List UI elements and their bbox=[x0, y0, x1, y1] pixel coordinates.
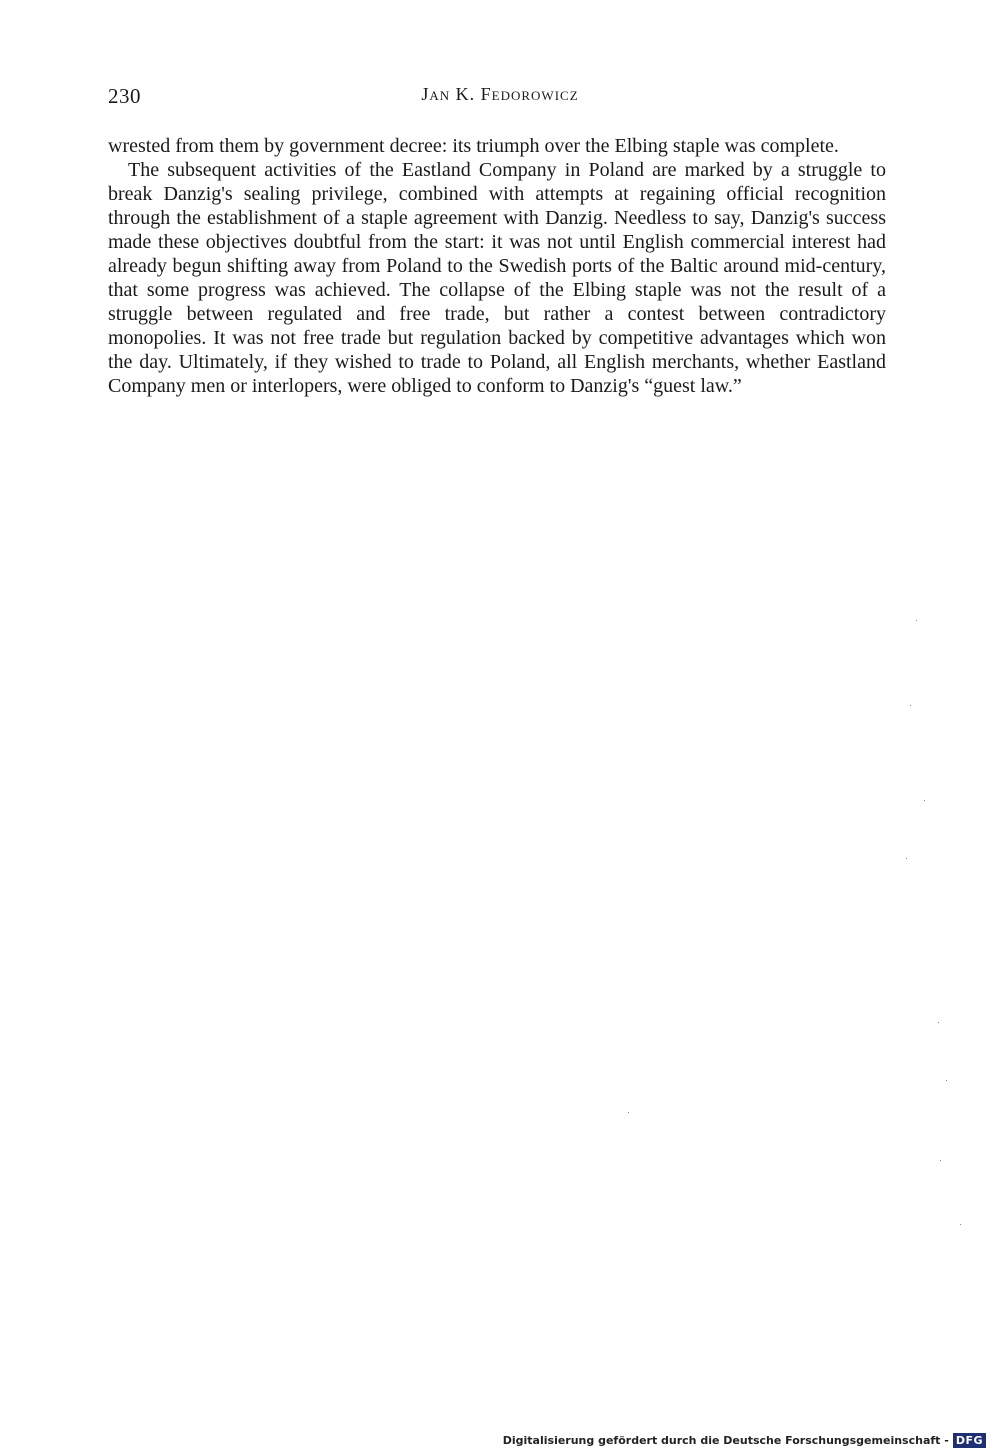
scan-speck bbox=[938, 1022, 939, 1023]
scan-speck bbox=[946, 1080, 947, 1081]
paragraph: The subsequent activities of the Eastland Company in Poland are marked by a struggle to break Danzig's sealing privilege, combined with attempts at regaining official recognition through the establishment of a staple agreement with Danzig. Needless to say, Danzig's success made these objectives doubtful from the start: it was not until English commercial interest had already begun shifting away from Poland to the Swedish ports of the Baltic around mid-century, that some progress was achieved. The collapse of the Elbing staple was not the result of a struggle between regulated and free trade, but rather a contest between contradictory monopolies. It was not free trade but regulation backed by competitive advantages which won the day. Ultimately, if they wished to trade to Poland, all English merchants, whether Eastland Company men or interlopers, were obliged to conform to Danzig's “guest law.” bbox=[108, 159, 886, 397]
scan-speck bbox=[960, 1224, 961, 1225]
scan-speck bbox=[628, 1112, 629, 1113]
body-text bbox=[108, 134, 886, 398]
scan-speck bbox=[906, 858, 907, 859]
scan-speck bbox=[924, 800, 925, 801]
digitization-note: Digitalisierung gefördert durch die Deutsche Forschungsgemeinschaft - bbox=[502, 1434, 949, 1447]
dfg-logo-icon: DFG bbox=[953, 1433, 986, 1448]
scan-speck bbox=[916, 620, 917, 621]
paragraph: wrested from them by government decree: its triumph over the Elbing staple was complete. bbox=[108, 135, 839, 157]
running-head: Jan K. Fedorowicz bbox=[421, 84, 579, 104]
scan-speck bbox=[910, 705, 911, 706]
digitization-footer bbox=[503, 1433, 986, 1448]
page-number: 230 bbox=[108, 84, 141, 108]
scan-speck bbox=[940, 1160, 941, 1161]
